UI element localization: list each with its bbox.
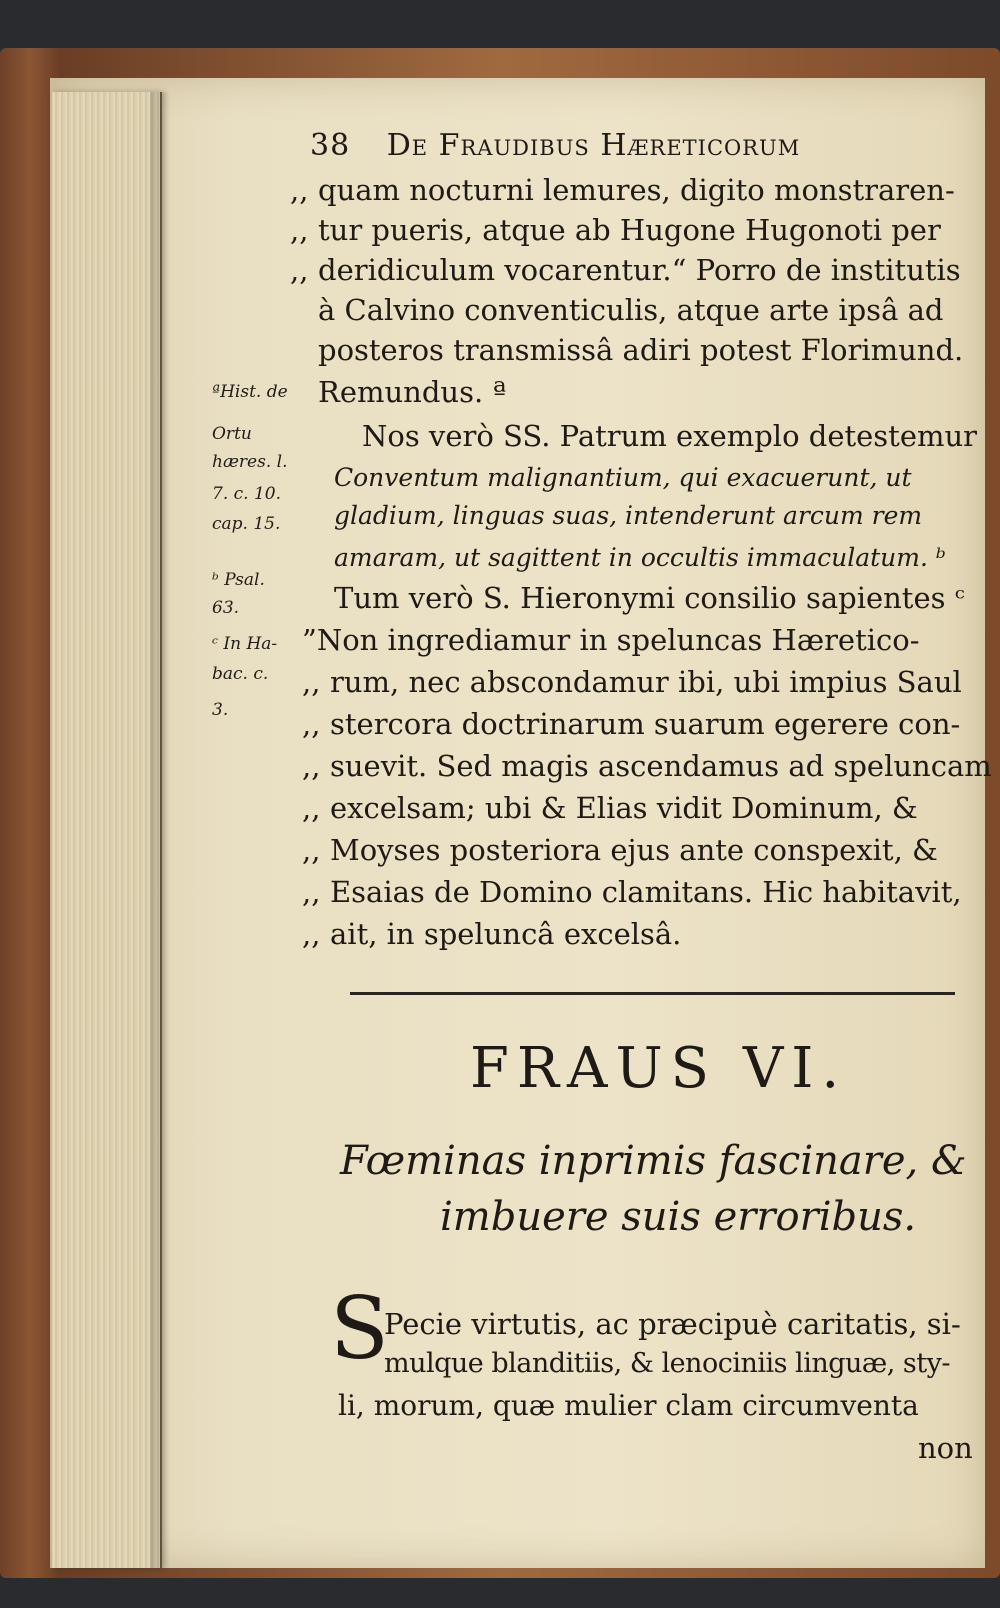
- chapter-subtitle-line1: Fœminas inprimis fascinare, &: [340, 1138, 967, 1184]
- margin-note: ᵇ Psal.: [212, 570, 265, 590]
- catchword: non: [918, 1431, 973, 1465]
- margin-note: 7. c. 10.: [212, 484, 281, 504]
- quote-mark: ,,: [290, 213, 309, 247]
- body-line: ,, deridiculum vocarentur.“ Porro de institutis: [290, 250, 961, 290]
- spine-shadow: [150, 92, 170, 1568]
- body-line: posteros transmissâ adiri potest Florimund.: [318, 333, 964, 367]
- quote-mark: ,,: [302, 875, 321, 909]
- quote-mark: ,,: [302, 833, 321, 867]
- quote-mark: ,,: [302, 665, 321, 699]
- body-line: Tum verò S. Hieronymi consilio sapientes ᶜ: [334, 581, 965, 615]
- body-line: ,, Esaias de Domino clamitans. Hic habitavit,: [302, 872, 962, 912]
- body-line: ,, excelsam; ubi & Elias vidit Dominum, &: [302, 788, 918, 828]
- chapter-line: Pecie virtutis, ac præcipuè caritatis, si-: [384, 1307, 961, 1341]
- body-line: amaram, ut sagittent in occultis immaculatum. ᵇ: [334, 543, 946, 572]
- body-line: ,, Moyses posteriora ejus ante conspexit, &: [302, 830, 938, 870]
- chapter-line: mulque blanditiis, & lenociniis linguæ, sty-: [384, 1348, 951, 1379]
- margin-note: ªHist. de: [212, 382, 288, 402]
- margin-note: cap. 15.: [212, 514, 281, 534]
- body-line: Nos verò SS. Patrum exemplo detestemur: [362, 419, 978, 453]
- running-title: De Fraudibus Hæreticorum: [386, 128, 801, 163]
- margin-note: ᶜ In Ha-: [212, 634, 278, 654]
- chapter-line: li, morum, quæ mulier clam circumventa: [338, 1389, 919, 1422]
- drop-cap: S: [330, 1279, 389, 1379]
- chapter-title: FRAUS VI.: [470, 1036, 848, 1101]
- running-header: [310, 128, 800, 163]
- margin-note: Ortu: [212, 424, 252, 444]
- section-rule: [350, 992, 955, 995]
- body-line: ,, quam nocturni lemures, digito monstraren-: [290, 170, 955, 210]
- body-line: à Calvino conventiculis, atque arte ipsâ ad: [318, 293, 944, 327]
- body-line: ,, suevit. Sed magis ascendamus ad speluncam: [302, 746, 992, 786]
- quote-mark: ,,: [290, 253, 309, 287]
- body-line: ,, ait, in speluncâ excelsâ.: [302, 914, 681, 954]
- margin-note: 3.: [212, 700, 229, 720]
- margin-note: 63.: [212, 598, 240, 618]
- body-line: gladium, linguas suas, intenderunt arcum rem: [334, 501, 923, 530]
- margin-note: bac. c.: [212, 664, 269, 684]
- quote-mark: ,,: [302, 749, 321, 783]
- quote-mark: ,,: [290, 173, 309, 207]
- body-line: ”Non ingrediamur in speluncas Hæretico-: [302, 623, 920, 657]
- body-line: Remundus. ª: [318, 375, 507, 409]
- chapter-subtitle-line2: imbuere suis erroribus.: [440, 1194, 917, 1240]
- quote-mark: ,,: [302, 707, 321, 741]
- quote-mark: ,,: [302, 917, 321, 951]
- margin-note: hæres. l.: [212, 452, 288, 472]
- body-line: Conventum malignantium, qui exacuerunt, ut: [334, 463, 912, 492]
- quote-mark: ,,: [302, 791, 321, 825]
- page-number: 38: [310, 128, 351, 163]
- body-line: ,, stercora doctrinarum suarum egerere con-: [302, 704, 960, 744]
- body-line: ,, tur pueris, atque ab Hugone Hugonoti per: [290, 210, 941, 250]
- page-edges: [52, 92, 162, 1568]
- body-line: ,, rum, nec abscondamur ibi, ubi impius Saul: [302, 662, 962, 702]
